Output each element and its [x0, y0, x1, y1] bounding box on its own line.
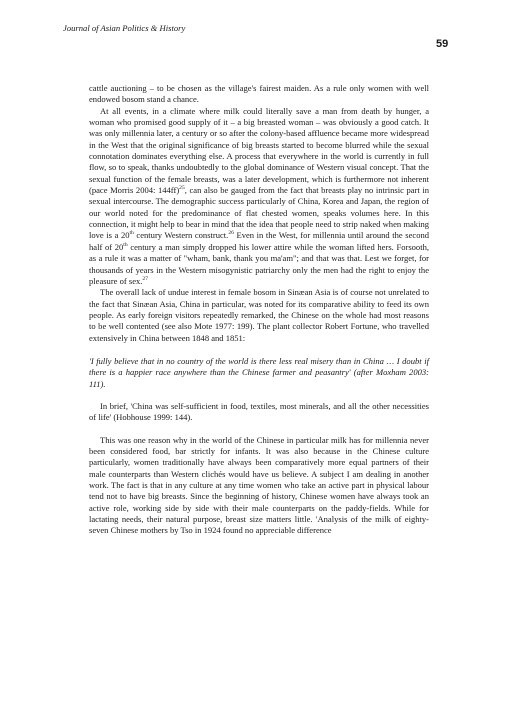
- paragraph: The overall lack of undue interest in female bosom in Sinæan Asia is of course not unrelated to the fact that Sinæan Asia, China in particular, was noted for its comparative ability to feed its own people. As early foreign visitors repeatedly remarked, the Chinese on the whole had most reasons to be well contented (see also Mote 1977: 199). The plant collector Robert Fortune, who travelled extensively in China between 1848 and 1851:: [89, 287, 429, 343]
- journal-title: Journal of Asian Politics & History: [63, 23, 186, 33]
- footnote-ref: 26: [228, 230, 234, 237]
- paragraph: At all events, in a climate where milk could literally save a man from death by hunger, a woman who promised good supply of it – a big breasted woman – was obviously a good catch. It was only millennia later, a century or so after the colony-based affluence became more widespread in the West that the original significance of big breasts started to become blurred while the sexual connotation dominates everything else. A process that everywhere in the world is currently in full flow, so to speak, thanks undoubtedly to the global dominance of Western visual concept. That the sexual function of the female breasts, was a later development, which is furthermore not inherent (pace Morris 2004: 144ff)$^{25}$, can also be gauged from the fact that breasts play no intrinsic part in sexual intercourse. The demographic success particularly of China, Korea and Japan, the region of our world noted for the predominance of flat chested women, speaks volumes here. In this connection, it might help to bear in mind that the idea that people need to strip naked when making love is a 20th century Western construct.$^{26}$ Even in the West, for millennia until around the second half of 20th century a man simply dropped his lower attire while the woman lifted hers. Forsooth, as a rule it was a matter of "wham, bank, thank you ma'am"; and that was that. Lest we forget, for thousands of years in the Western misogynistic patriarchy only the men had the right to enjoy the pleasure of sex.$^{27}$: [89, 105, 430, 286]
- article-body: [89, 83, 429, 537]
- page-number: 59: [436, 38, 449, 50]
- paragraph: cattle auctioning – to be chosen as the village's fairest maiden. As a rule only women with well endowed bosom stand a chance.: [89, 83, 429, 105]
- paragraph: In brief, 'China was self-sufficient in food, textiles, most minerals, and all the other necessities of life' (Hobhouse 1999: 144).: [89, 400, 429, 423]
- block-quote: 'I fully believe that in no country of the world is there less real misery than in China … I doubt if there is a happier race anywhere than the Chinese farmer and peasantry' (after Moxham 2003: 111).: [89, 355, 429, 389]
- footnote-ref: 25: [179, 185, 185, 192]
- footnote-ref: 27: [142, 276, 148, 282]
- paragraph: This was one reason why in the world of the Chinese in particular milk has for millennia never been considered food, bar strictly for infants. It was also because in the Chinese culture particularly, women traditionally have always been comparatively more equal partners of their male counterparts than Western clichés would have us believe. A subject I am dealing in another work. The fact is that in any culture at any time women who take an active part in physical labour tend not to have big breasts. Since the beginning of history, Chinese women have always took an active role, working side by side with their male counterparts on the paddy-fields. While for lactating needs, their natural purpose, breast size matters little. 'Analysis of the milk of eighty-seven Chinese mothers by Tso in 1924 found no appreciable difference: [89, 434, 429, 536]
